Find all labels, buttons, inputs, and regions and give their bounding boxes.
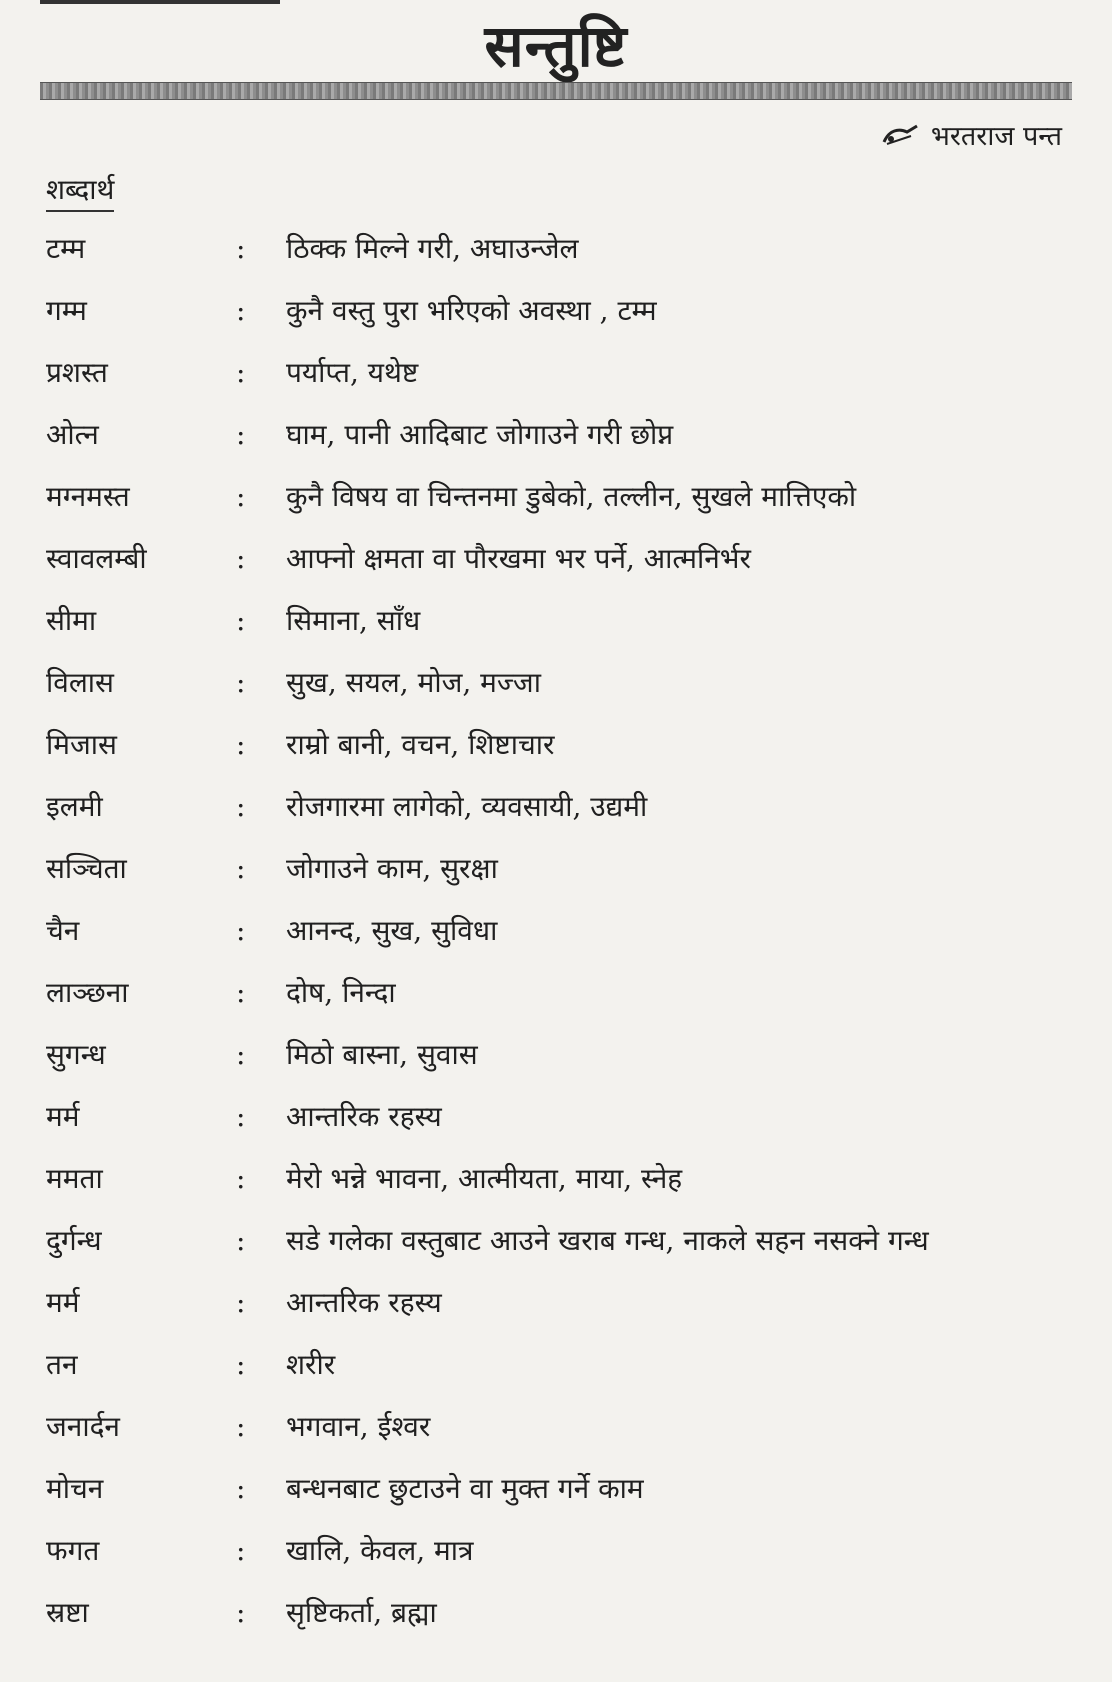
glossary-meaning: राम्रो बानी, वचन, शिष्टाचार: [286, 728, 555, 761]
glossary-meaning: मिठो बास्ना, सुवास: [286, 1038, 478, 1071]
colon-separator: :: [236, 541, 246, 575]
glossary-term: मर्म: [46, 1100, 80, 1133]
colon-separator: :: [236, 1347, 246, 1381]
colon-separator: :: [236, 355, 246, 389]
glossary-row: [46, 465, 1076, 527]
glossary-meaning: आन्तरिक रहस्य: [286, 1286, 442, 1319]
author-line: [881, 116, 1062, 153]
glossary-term: फगत: [46, 1534, 100, 1567]
glossary-list: [46, 217, 1076, 1643]
colon-separator: :: [236, 851, 246, 885]
title-underline-band: [40, 82, 1072, 100]
glossary-row: [46, 1395, 1076, 1457]
glossary-meaning: जोगाउने काम, सुरक्षा: [286, 852, 498, 885]
glossary-row: [46, 713, 1076, 775]
glossary-term: सञ्चिता: [46, 852, 127, 885]
glossary-row: [46, 341, 1076, 403]
glossary-term: इलमी: [46, 790, 103, 823]
colon-separator: :: [236, 1037, 246, 1071]
glossary-meaning: आनन्द, सुख, सुविधा: [286, 914, 498, 947]
glossary-row: [46, 899, 1076, 961]
glossary-meaning: भगवान, ईश्वर: [286, 1410, 431, 1443]
section-heading: शब्दार्थ: [46, 170, 114, 212]
glossary-row: [46, 1581, 1076, 1643]
colon-separator: :: [236, 665, 246, 699]
glossary-meaning: बन्धनबाट छुटाउने वा मुक्त गर्ने काम: [286, 1472, 644, 1505]
glossary-meaning: कुनै वस्तु पुरा भरिएको अवस्था , टम्म: [286, 294, 657, 327]
colon-separator: :: [236, 293, 246, 327]
glossary-meaning: दोष, निन्दा: [286, 976, 396, 1009]
glossary-row: [46, 217, 1076, 279]
colon-separator: :: [236, 603, 246, 637]
glossary-term: मिजास: [46, 728, 117, 761]
author-name: भरतराज पन्त: [930, 121, 1062, 152]
glossary-meaning: आन्तरिक रहस्य: [286, 1100, 442, 1133]
glossary-term: तन: [46, 1348, 78, 1381]
glossary-row: [46, 775, 1076, 837]
glossary-term: लाञ्छना: [46, 976, 129, 1009]
colon-separator: :: [236, 1161, 246, 1195]
glossary-row: [46, 589, 1076, 651]
glossary-row: [46, 1209, 1076, 1271]
colon-separator: :: [236, 1409, 246, 1443]
glossary-row: [46, 961, 1076, 1023]
glossary-term: सीमा: [46, 604, 97, 637]
glossary-row: [46, 1333, 1076, 1395]
glossary-row: [46, 1147, 1076, 1209]
colon-separator: :: [236, 1099, 246, 1133]
glossary-term: मर्म: [46, 1286, 80, 1319]
glossary-row: [46, 527, 1076, 589]
glossary-meaning: सिमाना, साँध: [286, 604, 421, 637]
colon-separator: :: [236, 789, 246, 823]
colon-separator: :: [236, 727, 246, 761]
colon-separator: :: [236, 1471, 246, 1505]
colon-separator: :: [236, 1285, 246, 1319]
colon-separator: :: [236, 913, 246, 947]
colon-separator: :: [236, 1223, 246, 1257]
glossary-term: स्वावलम्बी: [46, 542, 147, 575]
colon-separator: :: [236, 1595, 246, 1629]
glossary-row: [46, 1271, 1076, 1333]
glossary-meaning: घाम, पानी आदिबाट जोगाउने गरी छोप्न: [286, 418, 674, 451]
glossary-row: [46, 1519, 1076, 1581]
glossary-meaning: कुनै विषय वा चिन्तनमा डुबेको, तल्लीन, सुखले मात्तिएको: [286, 480, 857, 513]
glossary-row: [46, 1085, 1076, 1147]
page-title: सन्तुष्टि: [484, 12, 628, 80]
glossary-term: टम्म: [46, 232, 86, 265]
glossary-meaning: सृष्टिकर्ता, ब्रह्मा: [286, 1596, 437, 1629]
glossary-term: मग्नमस्त: [46, 480, 130, 513]
glossary-term: मोचन: [46, 1472, 104, 1505]
glossary-term: गम्म: [46, 294, 87, 327]
glossary-row: [46, 1457, 1076, 1519]
glossary-term: दुर्गन्ध: [46, 1224, 102, 1257]
pen-icon: [881, 122, 921, 148]
colon-separator: :: [236, 231, 246, 265]
glossary-term: चैन: [46, 914, 80, 947]
glossary-term: जनार्दन: [46, 1410, 120, 1443]
glossary-meaning: सुख, सयल, मोज, मज्जा: [286, 666, 541, 699]
colon-separator: :: [236, 1533, 246, 1567]
glossary-term: सुगन्ध: [46, 1038, 106, 1071]
glossary-meaning: ठिक्क मिल्ने गरी, अघाउन्जेल: [286, 232, 579, 265]
glossary-meaning: शरीर: [286, 1348, 336, 1381]
glossary-row: [46, 1023, 1076, 1085]
colon-separator: :: [236, 479, 246, 513]
glossary-row: [46, 651, 1076, 713]
glossary-meaning: मेरो भन्ने भावना, आत्मीयता, माया, स्नेह: [286, 1162, 683, 1195]
glossary-row: [46, 837, 1076, 899]
colon-separator: :: [236, 975, 246, 1009]
glossary-row: [46, 279, 1076, 341]
glossary-meaning: पर्याप्त, यथेष्ट: [286, 356, 419, 389]
glossary-meaning: आफ्नो क्षमता वा पौरखमा भर पर्ने, आत्मनिर्भर: [286, 542, 751, 575]
glossary-meaning: खालि, केवल, मात्र: [286, 1534, 474, 1567]
glossary-term: ओत्न: [46, 418, 99, 451]
glossary-row: [46, 403, 1076, 465]
glossary-meaning: सडे गलेका वस्तुबाट आउने खराब गन्ध, नाकले सहन नसक्ने गन्ध: [286, 1224, 929, 1257]
glossary-term: स्रष्टा: [46, 1596, 89, 1629]
glossary-meaning: रोजगारमा लागेको, व्यवसायी, उद्यमी: [286, 790, 648, 823]
colon-separator: :: [236, 417, 246, 451]
glossary-term: प्रशस्त: [46, 356, 108, 389]
glossary-term: ममता: [46, 1162, 103, 1195]
glossary-term: विलास: [46, 666, 114, 699]
